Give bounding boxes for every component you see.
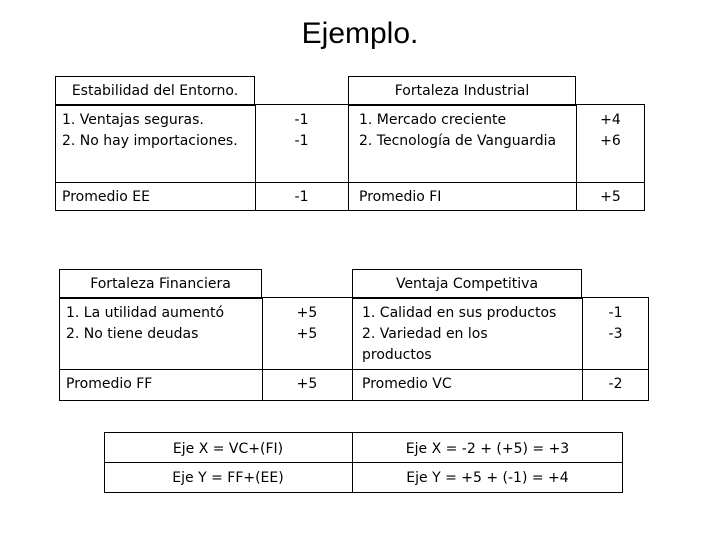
y-axis-formula: Eje Y = FF+(EE) — [172, 470, 284, 486]
vc-average-label: Promedio VC — [362, 376, 452, 392]
vc-values: -1 -3 — [608, 305, 623, 342]
fi-header: Fortaleza Industrial — [394, 83, 530, 99]
fi-items: 1. Mercado creciente 2. Tecnología de Vanguardia — [359, 112, 557, 149]
fi-average-label: Promedio FI — [359, 189, 442, 205]
ee-items: 1. Ventajas seguras. 2. No hay importaciones. — [62, 112, 238, 149]
ff-values: +5 +5 — [296, 305, 318, 342]
ee-average-value: -1 — [294, 189, 309, 205]
upper-col-divider-2 — [348, 104, 349, 211]
fi-values: +4 +6 — [600, 112, 621, 149]
ff-header: Fortaleza Financiera — [90, 276, 231, 292]
fi-average-value: +5 — [600, 189, 621, 205]
y-axis-calculation: Eje Y = +5 + (-1) = +4 — [406, 470, 569, 486]
x-axis-formula: Eje X = VC+(FI) — [172, 441, 284, 457]
lower-col-divider-2 — [352, 297, 353, 401]
ee-values: -1 -1 — [294, 112, 309, 149]
ff-items: 1. La utilidad aumentó 2. No tiene deudas — [66, 305, 225, 342]
ff-average-label: Promedio FF — [66, 376, 153, 392]
page-title: Ejemplo. — [301, 17, 419, 50]
vc-average-value: -2 — [608, 376, 623, 392]
ff-average-value: +5 — [296, 376, 318, 392]
upper-row-divider — [55, 182, 645, 183]
vc-header: Ventaja Competitiva — [395, 276, 539, 292]
lower-row-divider — [59, 369, 649, 370]
axis-row-divider — [104, 462, 623, 463]
ee-average-label: Promedio EE — [62, 189, 150, 205]
vc-items: 1. Calidad en sus productos 2. Variedad en los productos — [362, 305, 557, 363]
x-axis-calculation: Eje X = -2 + (+5) = +3 — [405, 441, 570, 457]
ee-header: Estabilidad del Entorno. — [71, 83, 239, 99]
